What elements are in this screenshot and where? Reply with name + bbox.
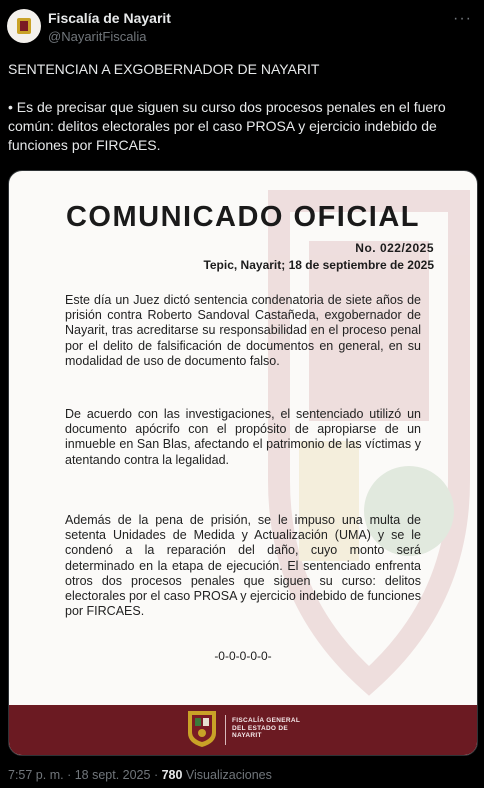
tweet-date[interactable]: 18 sept. 2025	[74, 768, 151, 782]
tweet-body: • Es de precisar que siguen su curso dos procesos penales en el fuero común: delitos electorales por el caso PROSA y ejercicio indebido de funciones por FIRCAES.	[8, 99, 446, 153]
statement-paragraph: Este día un Juez dictó sentencia condenatoria de siete años de prisión contra Roberto Sandoval Castañeda, exgobernador de Nayarit, tras acreditarse su responsabilidad en el proceso penal por el delito de falsificación de documentos en general, en su modalidad de uso de documento falso.	[65, 293, 421, 368]
statement-number: No. 022/2025	[355, 241, 434, 255]
tweet-image[interactable]	[8, 170, 478, 756]
footer-institution-name: FISCALÍA GENERAL DEL ESTADO DE NAYARIT	[232, 717, 301, 739]
tweet-header	[0, 0, 484, 52]
statement-paragraph: De acuerdo con las investigaciones, el sentenciado utilizó un documento apócrifo con el propósito de apropiarse de un inmueble en San Blas, afectando el patrimonio de las víctimas y atentando contra la legalidad.	[65, 407, 421, 467]
official-statement	[9, 171, 477, 705]
views-count: 780	[161, 768, 183, 782]
fiscalia-logo-icon	[14, 16, 34, 36]
avatar[interactable]	[7, 9, 41, 43]
account-name[interactable]: Fiscalía de Nayarit	[48, 10, 171, 26]
tweet-text	[8, 60, 478, 155]
statement-footer	[9, 705, 477, 755]
nayarit-shield-icon	[185, 709, 219, 749]
statement-separator: -0-0-0-0-0-	[214, 649, 272, 663]
statement-paragraph: Además de la pena de prisión, se le impuso una multa de setenta Unidades de Medida y Actualización (UMA) y se le condenó a la reparación del daño, cuyo monto será determinado en la etapa de ejecución. El sentenciado enfrenta otros dos procesos penales que siguen su curso: delitos electorales por el caso PROSA y ejercicio indebido de funciones por FIRCAES.	[65, 513, 421, 619]
more-horizontal-icon[interactable]: ···	[453, 10, 472, 27]
tweet-title: SENTENCIAN A EXGOBERNADOR DE NAYARIT	[8, 61, 320, 77]
statement-date: Tepic, Nayarit; 18 de septiembre de 2025	[203, 258, 434, 272]
views-label: Visualizaciones	[185, 768, 272, 782]
footer-divider	[225, 715, 226, 745]
tweet-time[interactable]: 7:57 p. m.	[8, 768, 64, 782]
account-handle[interactable]: @NayaritFiscalia	[48, 29, 147, 44]
statement-title: COMUNICADO OFICIAL	[65, 201, 421, 233]
tweet-meta: 7:57 p. m. · 18 sept. 2025 · 780 Visualizaciones	[8, 768, 272, 782]
